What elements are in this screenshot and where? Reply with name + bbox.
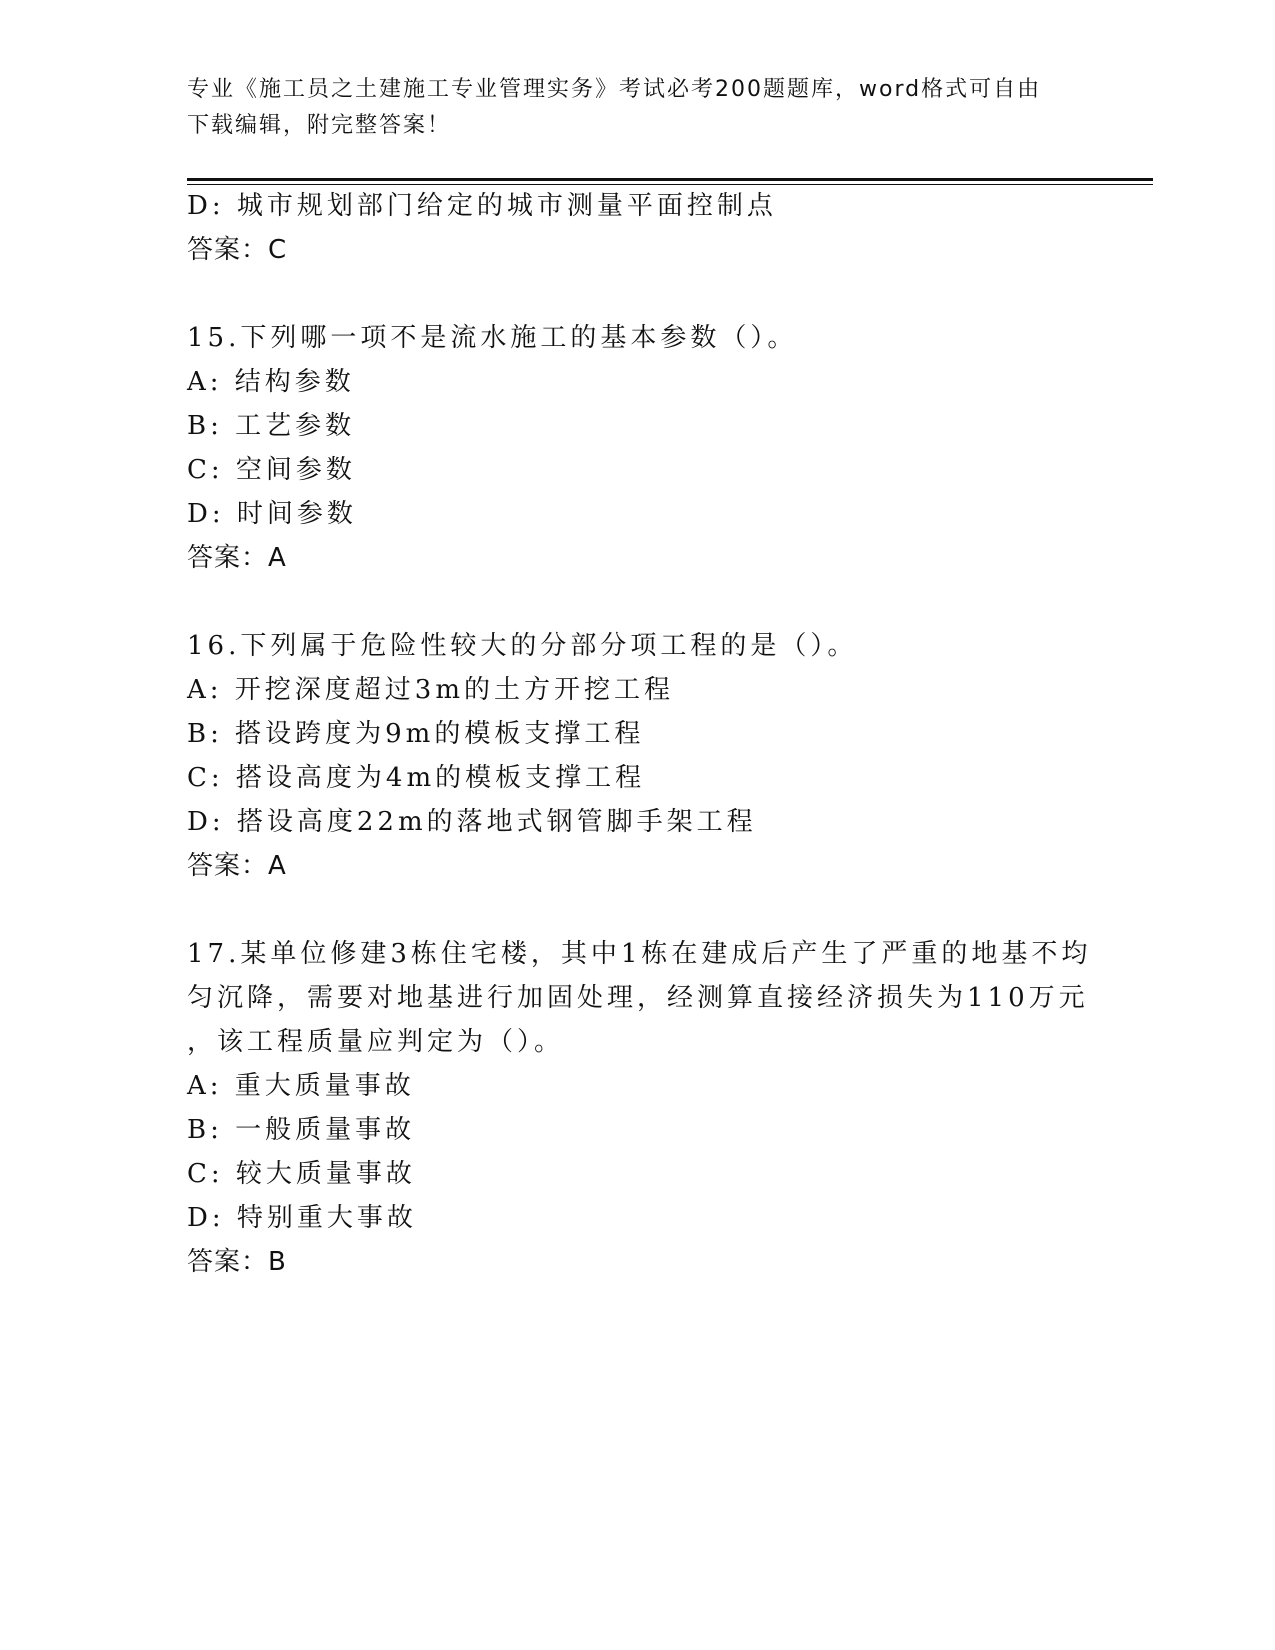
question-16-answer: 答案：A (187, 851, 287, 881)
question-17-option-b: B: 一般质量事故 (187, 1115, 416, 1145)
prev-answer: 答案：C (187, 235, 288, 265)
question-15-option-b: B: 工艺参数 (187, 411, 356, 441)
prev-option-d: D: 城市规划部门给定的城市测量平面控制点 (187, 191, 777, 221)
question-17-answer: 答案：B (187, 1247, 287, 1277)
header-line-1: 专业《施工员之土建施工专业管理实务》考试必考200题题库，word格式可自由 (187, 77, 1042, 102)
header-line-2: 下载编辑，附完整答案！ (187, 113, 452, 138)
question-17-option-c: C: 较大质量事故 (187, 1159, 416, 1189)
question-15-stem: 15.下列哪一项不是流水施工的基本参数（）。 (187, 323, 798, 353)
question-15-option-d: D: 时间参数 (187, 499, 357, 529)
question-17-option-a: A: 重大质量事故 (187, 1071, 415, 1101)
question-16-option-d: D: 搭设高度22m的落地式钢管脚手架工程 (187, 807, 757, 837)
document-header (187, 72, 1087, 144)
question-17-stem-line-2: 匀沉降，需要对地基进行加固处理，经测算直接经济损失为110万元 (187, 983, 1089, 1013)
question-17-stem-line-3: ，该工程质量应判定为（）。 (187, 1027, 565, 1057)
question-15-option-c: C: 空间参数 (187, 455, 356, 485)
header-divider-thick (187, 178, 1153, 181)
question-16-option-a: A: 开挖深度超过3m的土方开挖工程 (187, 675, 674, 705)
question-16-option-c: C: 搭设高度为4m的模板支撑工程 (187, 763, 646, 793)
question-17-stem-line-1: 17.某单位修建3栋住宅楼，其中1栋在建成后产生了严重的地基不均 (187, 939, 1092, 969)
question-15-option-a: A: 结构参数 (187, 367, 355, 397)
question-16-option-b: B: 搭设跨度为9m的模板支撑工程 (187, 719, 645, 749)
question-17-option-d: D: 特别重大事故 (187, 1203, 417, 1233)
question-16-stem: 16.下列属于危险性较大的分部分项工程的是（）。 (187, 631, 858, 661)
question-15-answer: 答案：A (187, 543, 287, 573)
header-divider-thin (187, 184, 1153, 185)
